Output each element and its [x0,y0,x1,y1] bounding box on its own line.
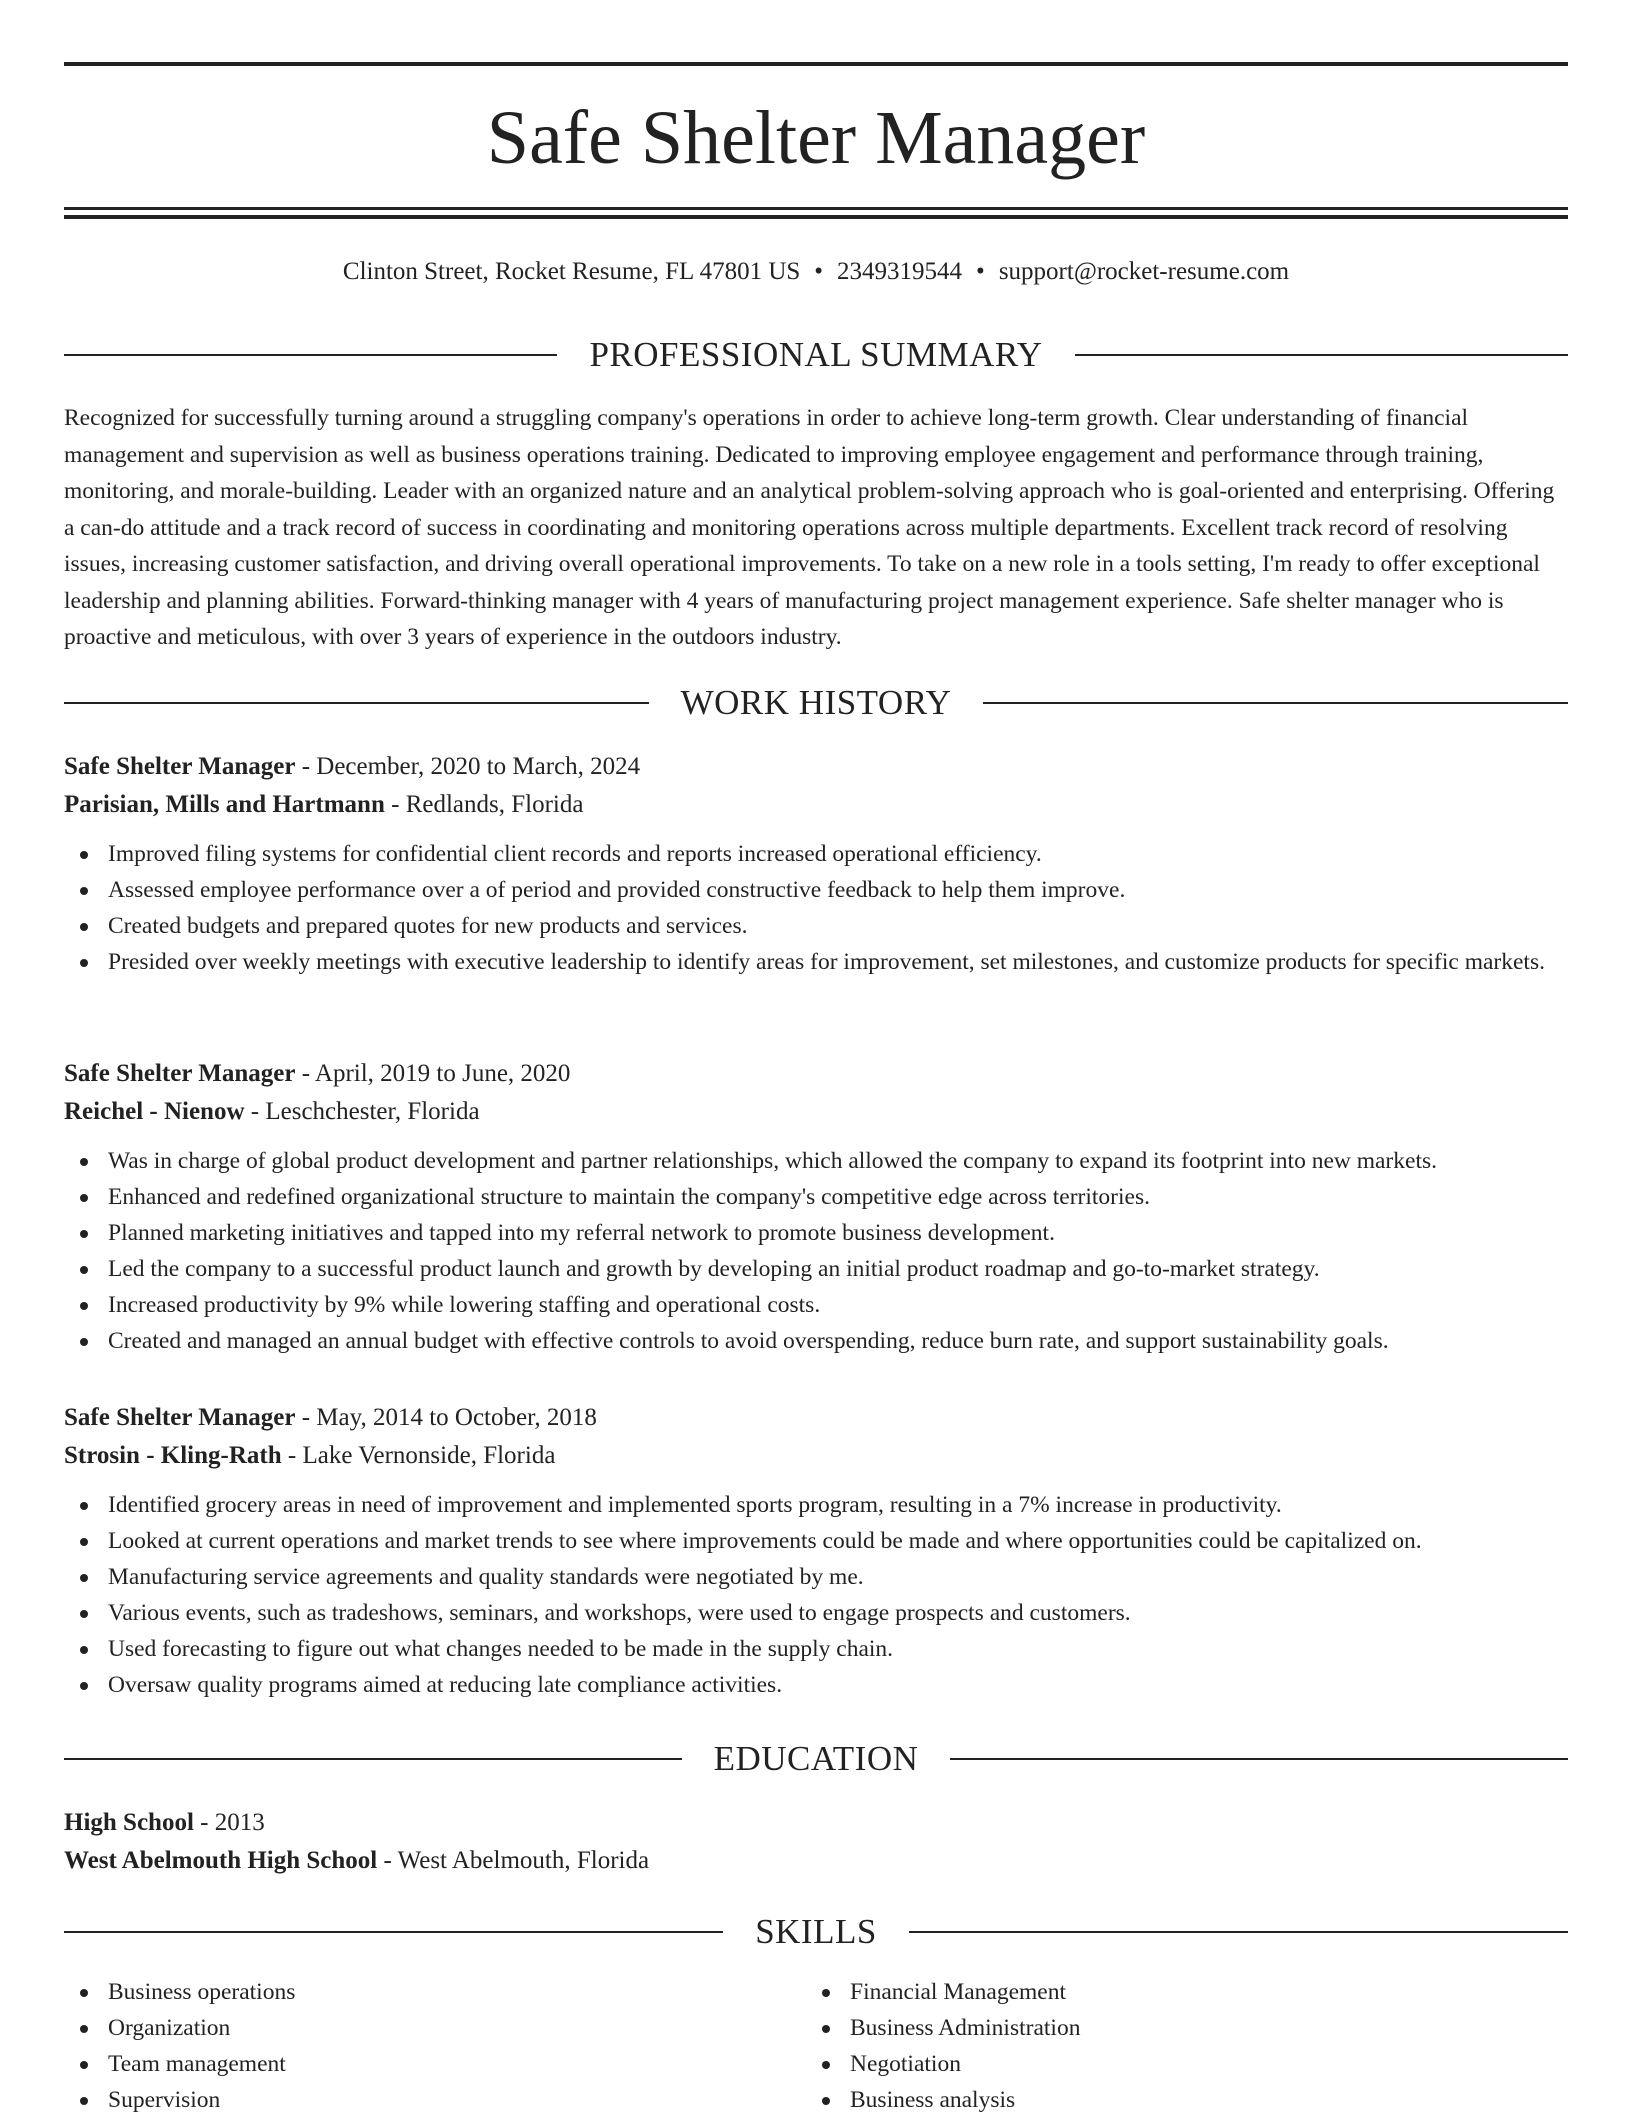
skill-item: Supervision [64,2082,764,2118]
skills-list [806,1974,1506,2118]
divider-line [1075,354,1568,356]
job-company-line [64,786,1568,824]
job-company: Parisian, Mills and Hartmann [64,791,385,818]
list-item: Planned marketing initiatives and tapped into my referral network to promote business development. [64,1215,1568,1251]
job-title: Safe Shelter Manager [64,753,296,780]
divider-line [64,354,557,356]
skill-item: Business Administration [806,2010,1506,2046]
job-entry [64,1399,1568,1703]
job-dates: - May, 2014 to October, 2018 [295,1404,597,1431]
list-item: Enhanced and redefined organizational structure to maintain the company's competitive edge across territories. [64,1179,1568,1215]
job-dates: - April, 2019 to June, 2020 [295,1060,571,1087]
education-school-line [64,1842,1568,1880]
job-company: Reichel - Nienow [64,1098,245,1125]
skill-item: Organization [64,2010,764,2046]
divider-line [950,1758,1568,1760]
job-title-line [64,748,1568,786]
skills-column-left [64,1974,764,2118]
header-bottom-rule-second [64,215,1568,219]
list-item: Led the company to a successful product launch and growth by developing an initial product roadmap and go-to-market strategy. [64,1251,1568,1287]
section-title: SKILLS [755,1912,877,1951]
job-company-line [64,1093,1568,1131]
job-title: Safe Shelter Manager [64,1060,296,1087]
divider-line [64,702,649,704]
list-item: Created budgets and prepared quotes for new products and services. [64,908,1568,944]
contact-separator: • [814,258,824,285]
section-heading-work-history [64,680,1568,726]
education-degree-line [64,1804,1568,1842]
list-item: Improved filing systems for confidential client records and reports increased operational efficiency. [64,836,1568,872]
job-bullet-list [64,836,1568,980]
job-company-line [64,1437,1568,1475]
skill-item: Business operations [64,1974,764,2010]
section-heading-skills [64,1909,1568,1955]
job-entry [64,1055,1568,1359]
job-entry [64,748,1568,980]
job-location: - Lake Vernonside, Florida [281,1442,556,1469]
list-item: Manufacturing service agreements and quality standards were negotiated by me. [64,1559,1568,1595]
divider-line [64,1931,723,1933]
contact-separator: • [976,258,985,285]
skill-item: Financial Management [806,1974,1506,2010]
skill-item: Business analysis [806,2082,1506,2118]
list-item: Assessed employee performance over a of period and provided constructive feedback to help them improve. [64,872,1568,908]
skills-column-right [806,1974,1506,2118]
list-item: Increased productivity by 9% while lowering staffing and operational costs. [64,1287,1568,1323]
divider-line [909,1931,1568,1933]
contact-line [64,252,1568,292]
job-location: - Redlands, Florida [384,791,584,818]
list-item: Was in charge of global product development and partner relationships, which allowed the company to expand its footprint into new markets. [64,1143,1568,1179]
education-school: West Abelmouth High School [64,1847,378,1874]
section-title: PROFESSIONAL SUMMARY [589,335,1043,374]
list-item: Various events, such as tradeshows, seminars, and workshops, were used to engage prospects and customers. [64,1595,1568,1631]
summary-text: Recognized for successfully turning around a struggling company's operations in order to achieve long-term growth. Clear understanding of financial management and supervision as well as business operations training. Dedicated to improving employee engagement and performance through training, monitoring, and morale-building. Leader with an organized nature and an analytical problem-solving approach who is goal-oriented and enterprising. Offering a can-do attitude and a track record of success in coordinating and monitoring operations across multiple departments. Excellent track record of resolving issues, increasing customer satisfaction, and driving overall operational improvements. To take on a new role in a tools setting, I'm ready to offer exceptional leadership and planning abilities. Forward-thinking manager with 4 years of manufacturing project management experience. Safe shelter manager who is proactive and meticulous, with over 3 years of experience in the outdoors industry. [64,405,1555,650]
section-heading-summary [64,332,1568,378]
list-item: Looked at current operations and market trends to see where improvements could be made and where opportunities could be capitalized on. [64,1523,1568,1559]
contact-phone: 2349319544 [837,258,963,285]
list-item: Oversaw quality programs aimed at reducing late compliance activities. [64,1667,1568,1703]
skills-list [64,1974,764,2118]
contact-email: support@rocket-resume.com [998,258,1290,285]
job-bullet-list [64,1143,1568,1359]
education-location: - West Abelmouth, Florida [377,1847,650,1874]
list-item: Identified grocery areas in need of improvement and implemented sports program, resulting in a 7% increase in productivity. [64,1487,1568,1523]
section-title: EDUCATION [713,1739,919,1778]
header-bottom-rule [64,207,1568,210]
list-item: Presided over weekly meetings with executive leadership to identify areas for improvement, set milestones, and customize products for specific markets. [64,944,1568,980]
section-title: WORK HISTORY [680,683,952,722]
education-entry [64,1804,1568,1880]
header-top-rule [64,62,1568,66]
job-title: Safe Shelter Manager [64,1404,296,1431]
divider-line [983,702,1568,704]
job-title-line [64,1055,1568,1093]
section-heading-education [64,1736,1568,1782]
list-item: Used forecasting to figure out what changes needed to be made in the supply chain. [64,1631,1568,1667]
divider-line [64,1758,682,1760]
education-year: - 2013 [193,1809,265,1836]
contact-address: Clinton Street, Rocket Resume, FL 47801 US [342,258,801,285]
job-dates: - December, 2020 to March, 2024 [295,753,641,780]
job-company: Strosin - Kling-Rath [64,1442,282,1469]
job-title-line [64,1399,1568,1437]
education-degree: High School [64,1809,194,1836]
skill-item: Team management [64,2046,764,2082]
candidate-name: Safe Shelter Manager [486,96,1146,180]
list-item: Created and managed an annual budget with effective controls to avoid overspending, reduce burn rate, and support sustainability goals. [64,1323,1568,1359]
job-bullet-list [64,1487,1568,1703]
job-location: - Leschchester, Florida [244,1098,480,1125]
skill-item: Negotiation [806,2046,1506,2082]
